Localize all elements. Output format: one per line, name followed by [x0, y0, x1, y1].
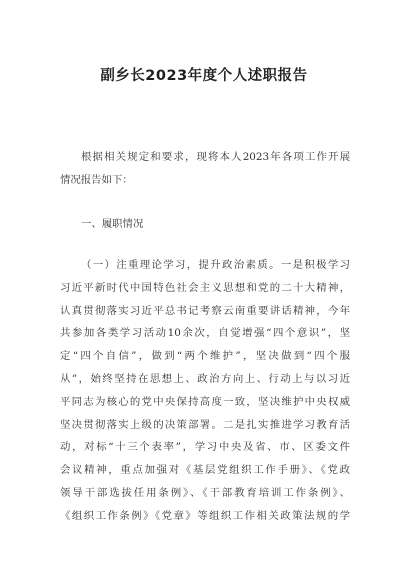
section-heading-paragraph: [60, 213, 350, 236]
intro-line: 根据相关规定和要求，现将本人2023年各项工作开展: [81, 151, 350, 163]
body-line: （一）注重理论学习，提升政治素质。一是积极学习: [81, 259, 350, 271]
body-line: 定“四个自信”，做到“两个维护”，坚决做到“四个服: [60, 350, 350, 363]
body-line: 领导干部选拔任用条例》、《干部教育培训工作条例》、: [60, 486, 350, 499]
body-line: 坚决贯彻落实上级的决策部署。二是扎实推进学习教育活: [60, 418, 350, 431]
body-line: 从”，始终坚持在思想上、政治方向上、行动上与以习近: [60, 372, 350, 385]
intro-paragraph: [60, 146, 350, 192]
intro-line: 情况报告如下：: [60, 173, 133, 186]
body-paragraph: [60, 254, 350, 528]
document-title: 副乡长2023年度个人述职报告: [100, 68, 308, 84]
body-line: 习近平新时代中国特色社会主义思想和党的二十大精神，: [60, 281, 350, 294]
body-line: 动，对标“十三个表率”，学习中央及省、市、区委文件: [60, 441, 350, 454]
body-line: 《组织工作条例》《党章》等组织工作相关政策法规的学: [60, 509, 350, 522]
body-line: 共参加各类学习活动10余次，自觉增强“四个意识”，坚: [60, 327, 350, 340]
body-line: 平同志为核心的党中央保持高度一致，坚决维护中央权威: [60, 395, 350, 408]
body-line: 认真贯彻落实习近平总书记考察云南重要讲话精神，今年: [60, 304, 350, 317]
section-heading: 一、履职情况: [81, 218, 144, 230]
body-line: 会议精神，重点加强对《基层党组织工作手册》、《党政: [60, 464, 350, 477]
